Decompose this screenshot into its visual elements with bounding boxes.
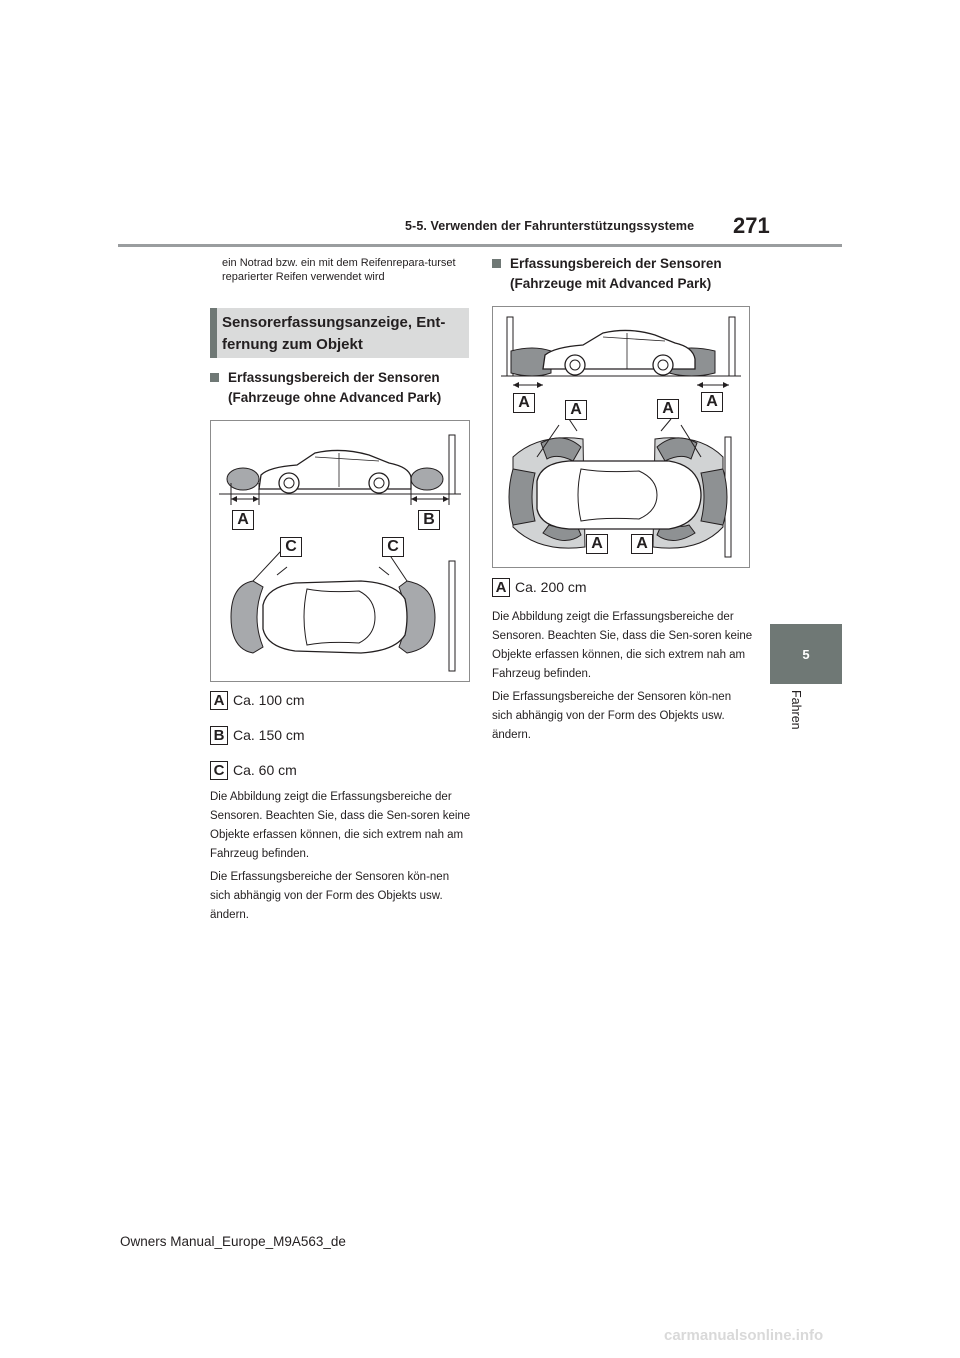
legend-value: Ca. 60 cm [233,762,297,778]
figure-label-a: A [565,400,587,420]
legend-row-a [492,577,692,599]
paragraph: Die Erfassungsbereiche der Sensoren kön-nen sich abhängig von der Form des Objekts usw. ändern. [210,871,450,921]
section-title-bar [210,308,217,358]
left-subheading-line2: (Fahrzeuge ohne Advanced Park) [228,390,442,405]
watermark: carmanualsonline.info [664,1327,824,1344]
paragraph: Die Erfassungsbereiche der Sensoren kön-nen sich abhängig von der Form des Objekts usw. ändern. [492,691,732,741]
intro-text: ein Notrad bzw. ein mit dem Reifenrepara-turset reparierter Reifen verwendet wird [222,257,456,283]
figure-label-a: A [701,392,723,412]
legend-key: A [210,691,228,710]
figure-label-a: A [586,534,608,554]
legend-value: Ca. 100 cm [233,692,305,708]
left-description [210,788,472,929]
chapter-label [785,690,805,740]
page-number: 271 [733,213,770,238]
legend-row-c [210,760,410,782]
sensor-diagram [493,307,749,567]
legend-value: Ca. 150 cm [233,727,305,743]
sensor-figure-with-advanced-park [492,306,750,568]
footer-text: Owners Manual_Europe_M9A563_de [120,1234,346,1249]
figure-label-a: A [232,510,254,530]
legend-key: A [492,578,510,597]
legend-row-b [210,725,410,747]
chapter-label-text: Fahren [789,690,803,730]
right-subheading-line2: (Fahrzeuge mit Advanced Park) [510,276,712,291]
right-subheading-line1: Erfassungsbereich der Sensoren [510,256,722,271]
paragraph: Die Abbildung zeigt die Erfassungsbereiche der Sensoren. Beachten Sie, dass die Sen-soren keine Objekte erfassen können, die sich extrem nah am Fahrzeug befinden. [210,791,471,860]
legend-key: C [210,761,228,780]
square-bullet-icon [210,373,219,382]
running-header: 5-5. Verwenden der Fahrunterstützungssysteme [405,219,695,233]
sensor-figure-without-advanced-park [210,420,470,682]
figure-label-a: A [657,399,679,419]
left-subheading-line1: Erfassungsbereich der Sensoren [228,370,440,385]
figure-label-b: B [418,510,440,530]
paragraph: Die Abbildung zeigt die Erfassungsbereiche der Sensoren. Beachten Sie, dass die Sen-soren keine Objekte erfassen können, die sich extrem nah am Fahrzeug befinden. [492,611,753,680]
legend-value: Ca. 200 cm [515,579,587,595]
section-title-box [210,308,469,358]
right-subheading [492,254,754,294]
legend-row-a [210,690,410,712]
square-bullet-icon [492,259,501,268]
figure-label-a: A [513,393,535,413]
figure-label-c: C [280,537,302,557]
sensor-diagram [211,421,469,681]
figure-label-a: A [631,534,653,554]
header-rule [118,244,842,247]
right-description [492,608,754,749]
figure-label-c: C [382,537,404,557]
left-subheading [210,368,472,408]
legend-key: B [210,726,228,745]
section-title: Sensorerfassungsanzeige, Ent-fernung zum Objekt [222,314,446,353]
chapter-tab[interactable]: 5 [770,624,842,684]
